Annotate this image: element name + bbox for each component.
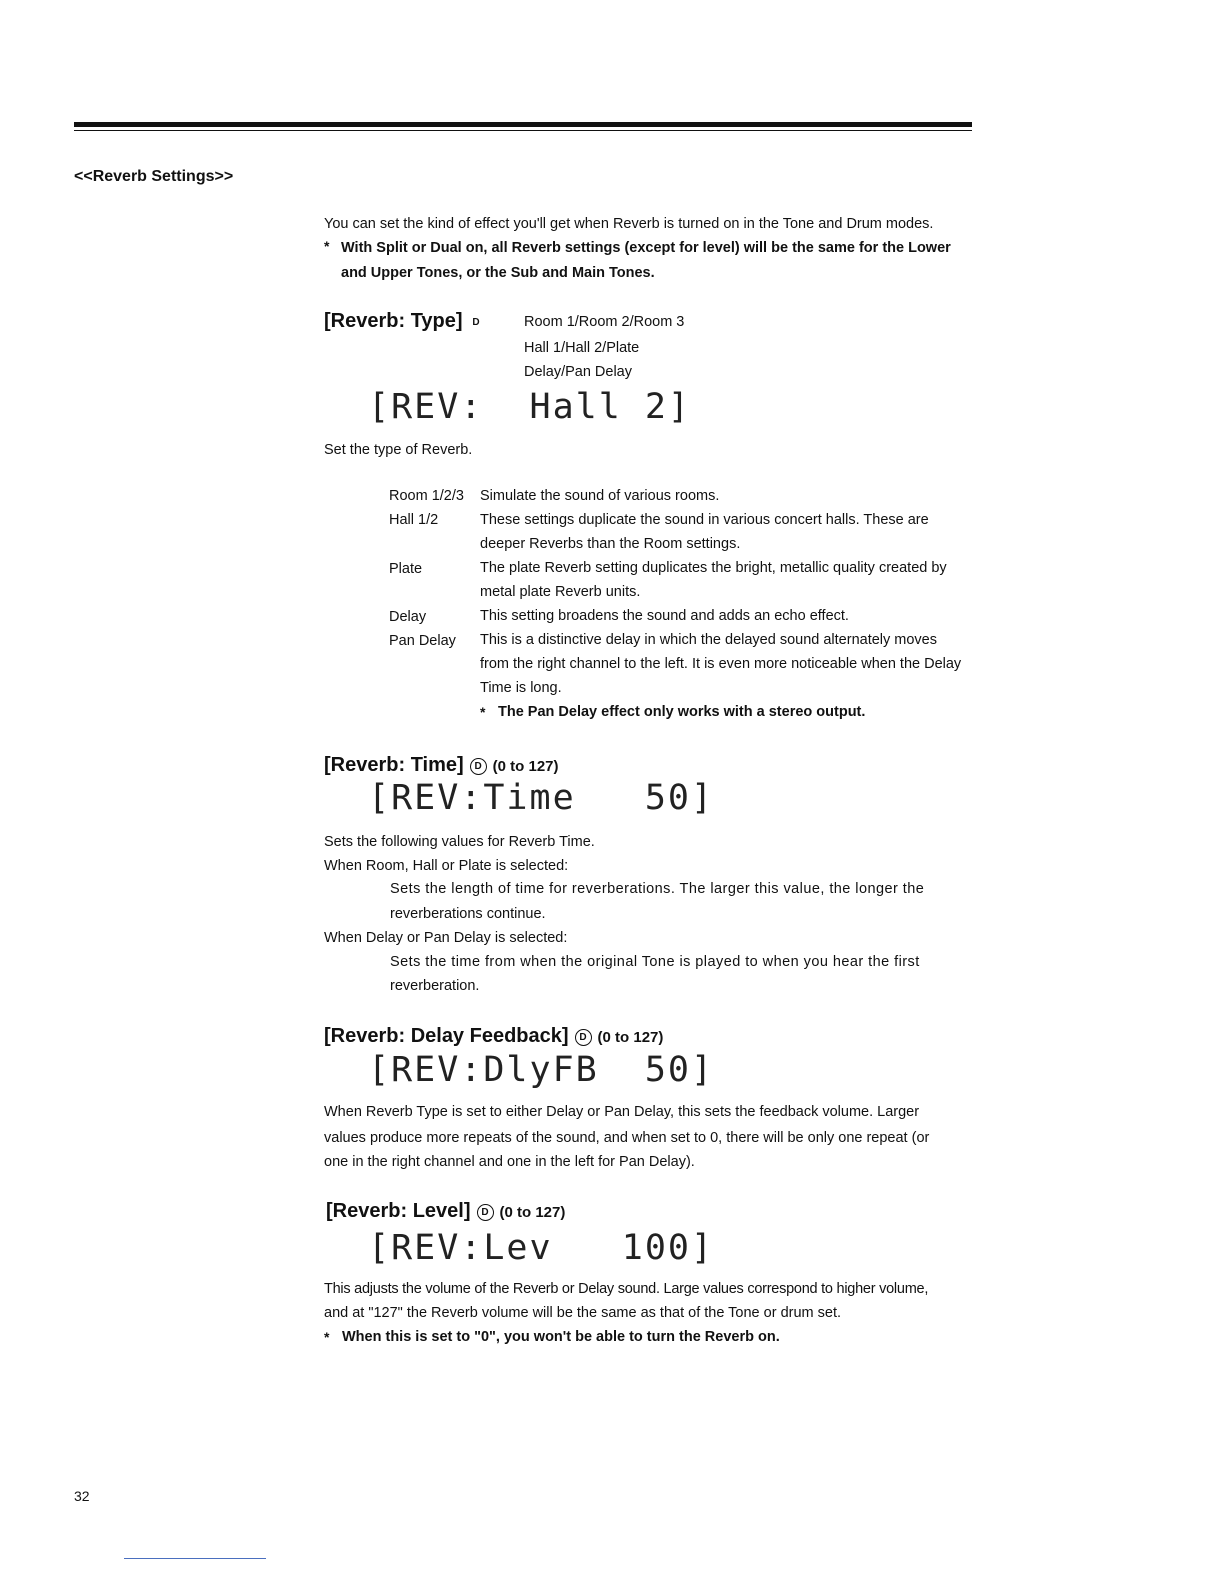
type-option-2: Hall 1/Hall 2/Plate xyxy=(524,340,640,356)
def-hall xyxy=(480,508,975,556)
lcd-feedback-display: [REV:DlyFB 50] xyxy=(368,1050,715,1090)
time-line6: Sets the time from when the original Tone is played to when you hear the first xyxy=(390,954,920,970)
reverb-level-title: [Reverb: Level] xyxy=(326,1200,471,1222)
section-title: <<Reverb Settings>> xyxy=(74,168,234,185)
level-line2: and at "127" the Reverb volume will be the same as that of the Tone or drum set. xyxy=(324,1305,842,1321)
feedback-line1: When Reverb Type is set to either Delay or Pan Delay, this sets the feedback volume. Larger xyxy=(324,1104,920,1120)
range-label: (0 to 127) xyxy=(492,758,559,775)
reverb-type-heading xyxy=(324,310,490,333)
d-icon: D xyxy=(575,1029,592,1046)
def-line: These settings duplicate the sound in various concert halls. These are xyxy=(480,512,929,528)
time-line2: When Room, Hall or Plate is selected: xyxy=(324,858,569,874)
time-line4: reverberations continue. xyxy=(390,906,546,922)
def-room xyxy=(480,484,975,508)
reverb-time-heading xyxy=(324,754,559,777)
term-plate: Plate xyxy=(389,561,423,577)
def-line: from the right channel to the left. It is even more noticeable when the Delay xyxy=(480,656,962,672)
header-rule-thin xyxy=(74,130,972,131)
reverb-level-heading xyxy=(326,1200,565,1223)
def-delay xyxy=(480,604,975,628)
time-line1: Sets the following values for Reverb Time. xyxy=(324,834,595,850)
note-bullet: * xyxy=(324,238,330,254)
def-line: This setting broadens the sound and adds an echo effect. xyxy=(480,608,849,624)
reverb-feedback-heading xyxy=(324,1025,663,1048)
type-option-1: Room 1/Room 2/Room 3 xyxy=(524,314,685,330)
lcd-type-display: [REV: Hall 2] xyxy=(368,387,692,427)
term-delay: Delay xyxy=(389,609,427,625)
page-number: 32 xyxy=(74,1488,90,1504)
def-line: Time is long. xyxy=(480,680,562,696)
term-room: Room 1/2/3 xyxy=(389,488,464,504)
reverb-type-title: [Reverb: Type] xyxy=(324,310,463,332)
lcd-level-display: [REV:Lev 100] xyxy=(368,1228,715,1268)
feedback-line2: values produce more repeats of the sound, and when set to 0, there will be only one repeat (or xyxy=(324,1130,930,1146)
def-pan-delay xyxy=(480,628,975,700)
level-note-bullet: * xyxy=(324,1329,330,1345)
split-note-line1: With Split or Dual on, all Reverb settings (except for level) will be the same for the Lower xyxy=(341,240,951,256)
type-option-3: Delay/Pan Delay xyxy=(524,364,632,380)
d-icon: D xyxy=(472,317,480,328)
level-line1: This adjusts the volume of the Reverb or Delay sound. Large values correspond to higher volume, xyxy=(324,1281,929,1297)
reverb-feedback-title: [Reverb: Delay Feedback] xyxy=(324,1025,569,1047)
reverb-time-title: [Reverb: Time] xyxy=(324,754,464,776)
def-line: This is a distinctive delay in which the delayed sound alternately moves xyxy=(480,632,937,648)
def-line: Simulate the sound of various rooms. xyxy=(480,488,720,504)
footer-line xyxy=(124,1558,266,1559)
d-icon: D xyxy=(477,1204,494,1221)
def-line: metal plate Reverb units. xyxy=(480,584,641,600)
lcd-time-display: [REV:Time 50] xyxy=(368,778,715,818)
def-line: deeper Reverbs than the Room settings. xyxy=(480,536,741,552)
pan-delay-note: The Pan Delay effect only works with a stereo output. xyxy=(498,704,866,720)
range-label: (0 to 127) xyxy=(597,1029,664,1046)
time-line7: reverberation. xyxy=(390,978,480,994)
pan-note-bullet: * xyxy=(480,704,486,720)
range-label: (0 to 127) xyxy=(499,1204,566,1221)
type-description: Set the type of Reverb. xyxy=(324,442,473,458)
time-line5: When Delay or Pan Delay is selected: xyxy=(324,930,568,946)
split-note-line2: and Upper Tones, or the Sub and Main Tones. xyxy=(341,265,655,281)
def-plate xyxy=(480,556,975,604)
term-hall: Hall 1/2 xyxy=(389,512,439,528)
def-line: The plate Reverb setting duplicates the bright, metallic quality created by xyxy=(480,560,947,576)
term-pan-delay: Pan Delay xyxy=(389,633,456,649)
intro-text: You can set the kind of effect you'll get when Reverb is turned on in the Tone and Drum modes. xyxy=(324,216,934,232)
level-note: When this is set to "0", you won't be able to turn the Reverb on. xyxy=(342,1329,780,1345)
d-icon: D xyxy=(470,758,487,775)
header-rule xyxy=(74,122,972,127)
feedback-line3: one in the right channel and one in the left for Pan Delay). xyxy=(324,1154,695,1170)
time-line3: Sets the length of time for reverberations. The larger this value, the longer the xyxy=(390,881,925,897)
